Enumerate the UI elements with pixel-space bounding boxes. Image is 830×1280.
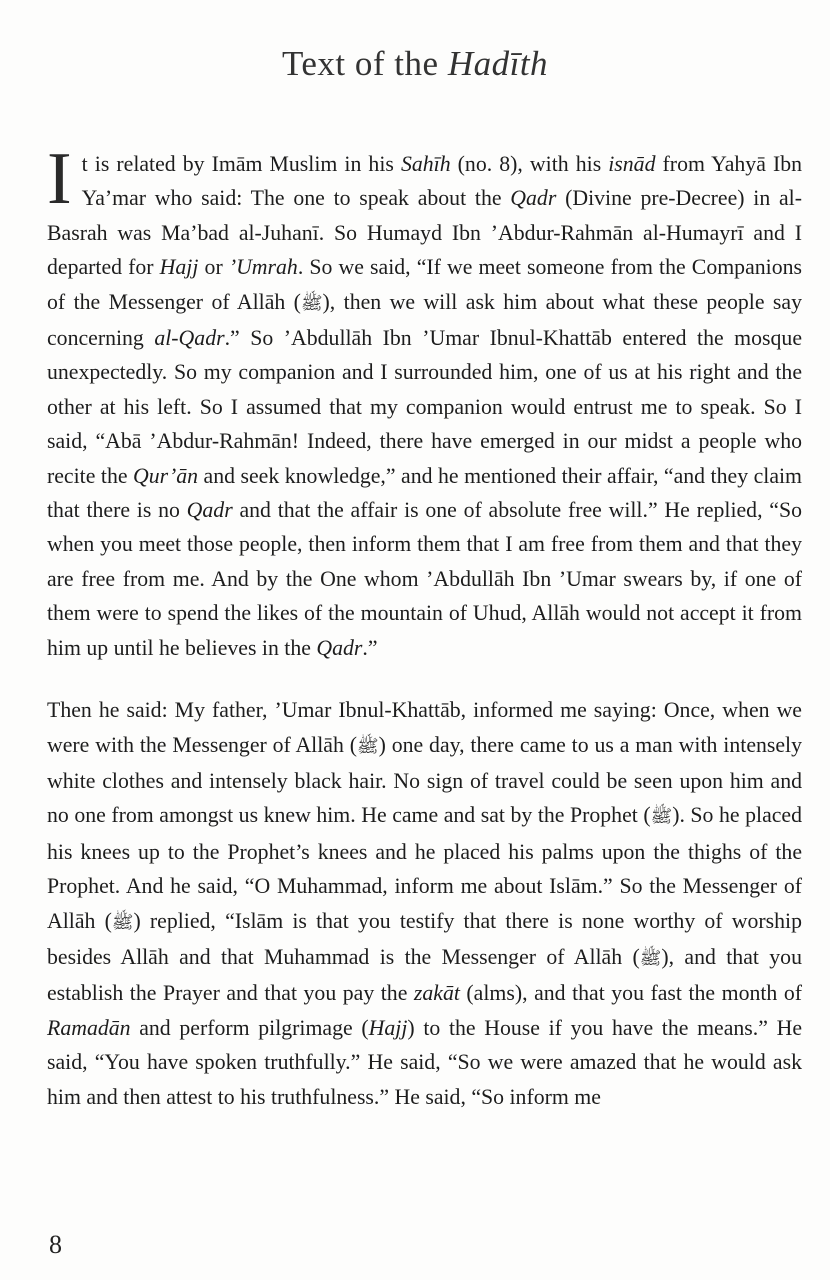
dropcap-letter: I: [47, 138, 72, 220]
body-text-segment: Then he said: My father, ’Umar Ibnul-Khattāb, informed me saying: Once, when we were with the Messenger of Allāh (: [47, 698, 802, 757]
body-text-segment: ) one day, there came to us a man with intensely white clothes and intensely black hair. No sign of travel could be seen upon him and no one from amongst us knew him. He came and sat by the Prophet (: [47, 732, 802, 828]
paragraph-hadith-jibril: [47, 693, 802, 1114]
body-text-segment: (alms), and that you fast the month of: [459, 981, 802, 1006]
body-text-segment: .”: [362, 635, 378, 660]
page-title-regular: Text of the: [281, 44, 448, 83]
body-text-segment: t is related by Imām Muslim in his: [81, 152, 401, 176]
sallallahu-alayhi-wasallam-symbol: ﷺ: [357, 735, 379, 757]
italic-term: ’Umrah: [228, 255, 298, 280]
body-text-segment: .” So ’Abdullāh Ibn ’Umar Ibnul-Khattāb entered the mosque unexpectedly. So my companion and I surrounded him, one of us at his right and the other at his left. So I assumed that my companion would entrust me to speak. So I said, “Abā ’Abdur-Rahmān! Indeed, there have emerged in our midst a people who recite the: [47, 326, 802, 488]
body-text-segment: ), and that you establish the Prayer and that you pay the: [47, 944, 802, 1006]
body-text-segment: (Divine pre-Decree) in al-Basrah was Ma’bad al-Juhanī. So Humayd Ibn ’Abdur-Rahmān al-Humayrī and I departed for: [47, 186, 802, 280]
body-text-segment: ) replied, “Islām is that you testify that there is none worthy of worship besides Allāh and that Muhammad is the Messenger of Allāh (: [47, 908, 802, 969]
italic-term: Sahīh: [400, 152, 451, 176]
body-text-segment: and perform pilgrimage (: [130, 1015, 369, 1040]
body-text-segment: ). So he placed his knees up to the Prophet’s knees and he placed his palms upon the thighs of the Prophet. And he said, “O Muhammad, inform me about Islām.” So the Messenger of Allāh (: [47, 803, 802, 933]
italic-term: isnād: [608, 152, 656, 176]
page-number: 8: [49, 1230, 62, 1259]
body-text-segment: . So we said, “If we meet someone from the Companions of the Messenger of Allāh (: [47, 255, 802, 314]
body-text-segment: from Yahyā Ibn Ya’mar who said: The one to speak about the: [81, 152, 803, 211]
body-text-segment: and seek knowledge,” and he mentioned their affair, “and they claim that there is no: [47, 463, 803, 523]
italic-term: Ramadān: [47, 1015, 131, 1040]
body-text-segment: ), then we will ask him about what these people say concerning: [47, 289, 802, 351]
page-title: [0, 44, 830, 84]
body-text-segment: (no. 8), with his: [450, 152, 609, 176]
body-text-segment: and that the affair is one of absolute free will.” He replied, “So when you meet those people, then inform them that I am free from them and that they are free from me. And by the One whom ’Abdullāh Ibn ’Umar swears by, if one of them were to spend the likes of the mountain of Uhud, Allāh would not accept it from him up until he believes in the: [47, 498, 802, 660]
sallallahu-alayhi-wasallam-symbol: ﷺ: [639, 947, 662, 969]
page-title-italic: Hadīth: [447, 44, 549, 83]
sallallahu-alayhi-wasallam-symbol: ﷺ: [650, 806, 673, 828]
italic-term: Hajj: [368, 1015, 408, 1040]
italic-term: zakāt: [413, 981, 460, 1006]
body-text-segment: ) to the House if you have the means.” He said, “You have spoken truthfully.” He said, “So we were amazed that he would ask him and then attest to his truthfulness.” He said, “So inform me: [47, 1015, 803, 1109]
italic-term: Qadr: [186, 498, 233, 523]
hadith-text-block: [47, 138, 803, 1114]
italic-term: Hajj: [159, 255, 199, 280]
body-text-segment: or: [198, 255, 229, 280]
sallallahu-alayhi-wasallam-symbol: ﷺ: [111, 911, 134, 933]
italic-term: Qadr: [510, 186, 557, 211]
italic-term: Qadr: [316, 635, 363, 660]
paragraph-narration-intro: [47, 138, 803, 665]
sallallahu-alayhi-wasallam-symbol: ﷺ: [300, 292, 323, 314]
italic-term: Qur’ān: [133, 463, 199, 488]
italic-term: al-Qadr: [154, 326, 225, 351]
